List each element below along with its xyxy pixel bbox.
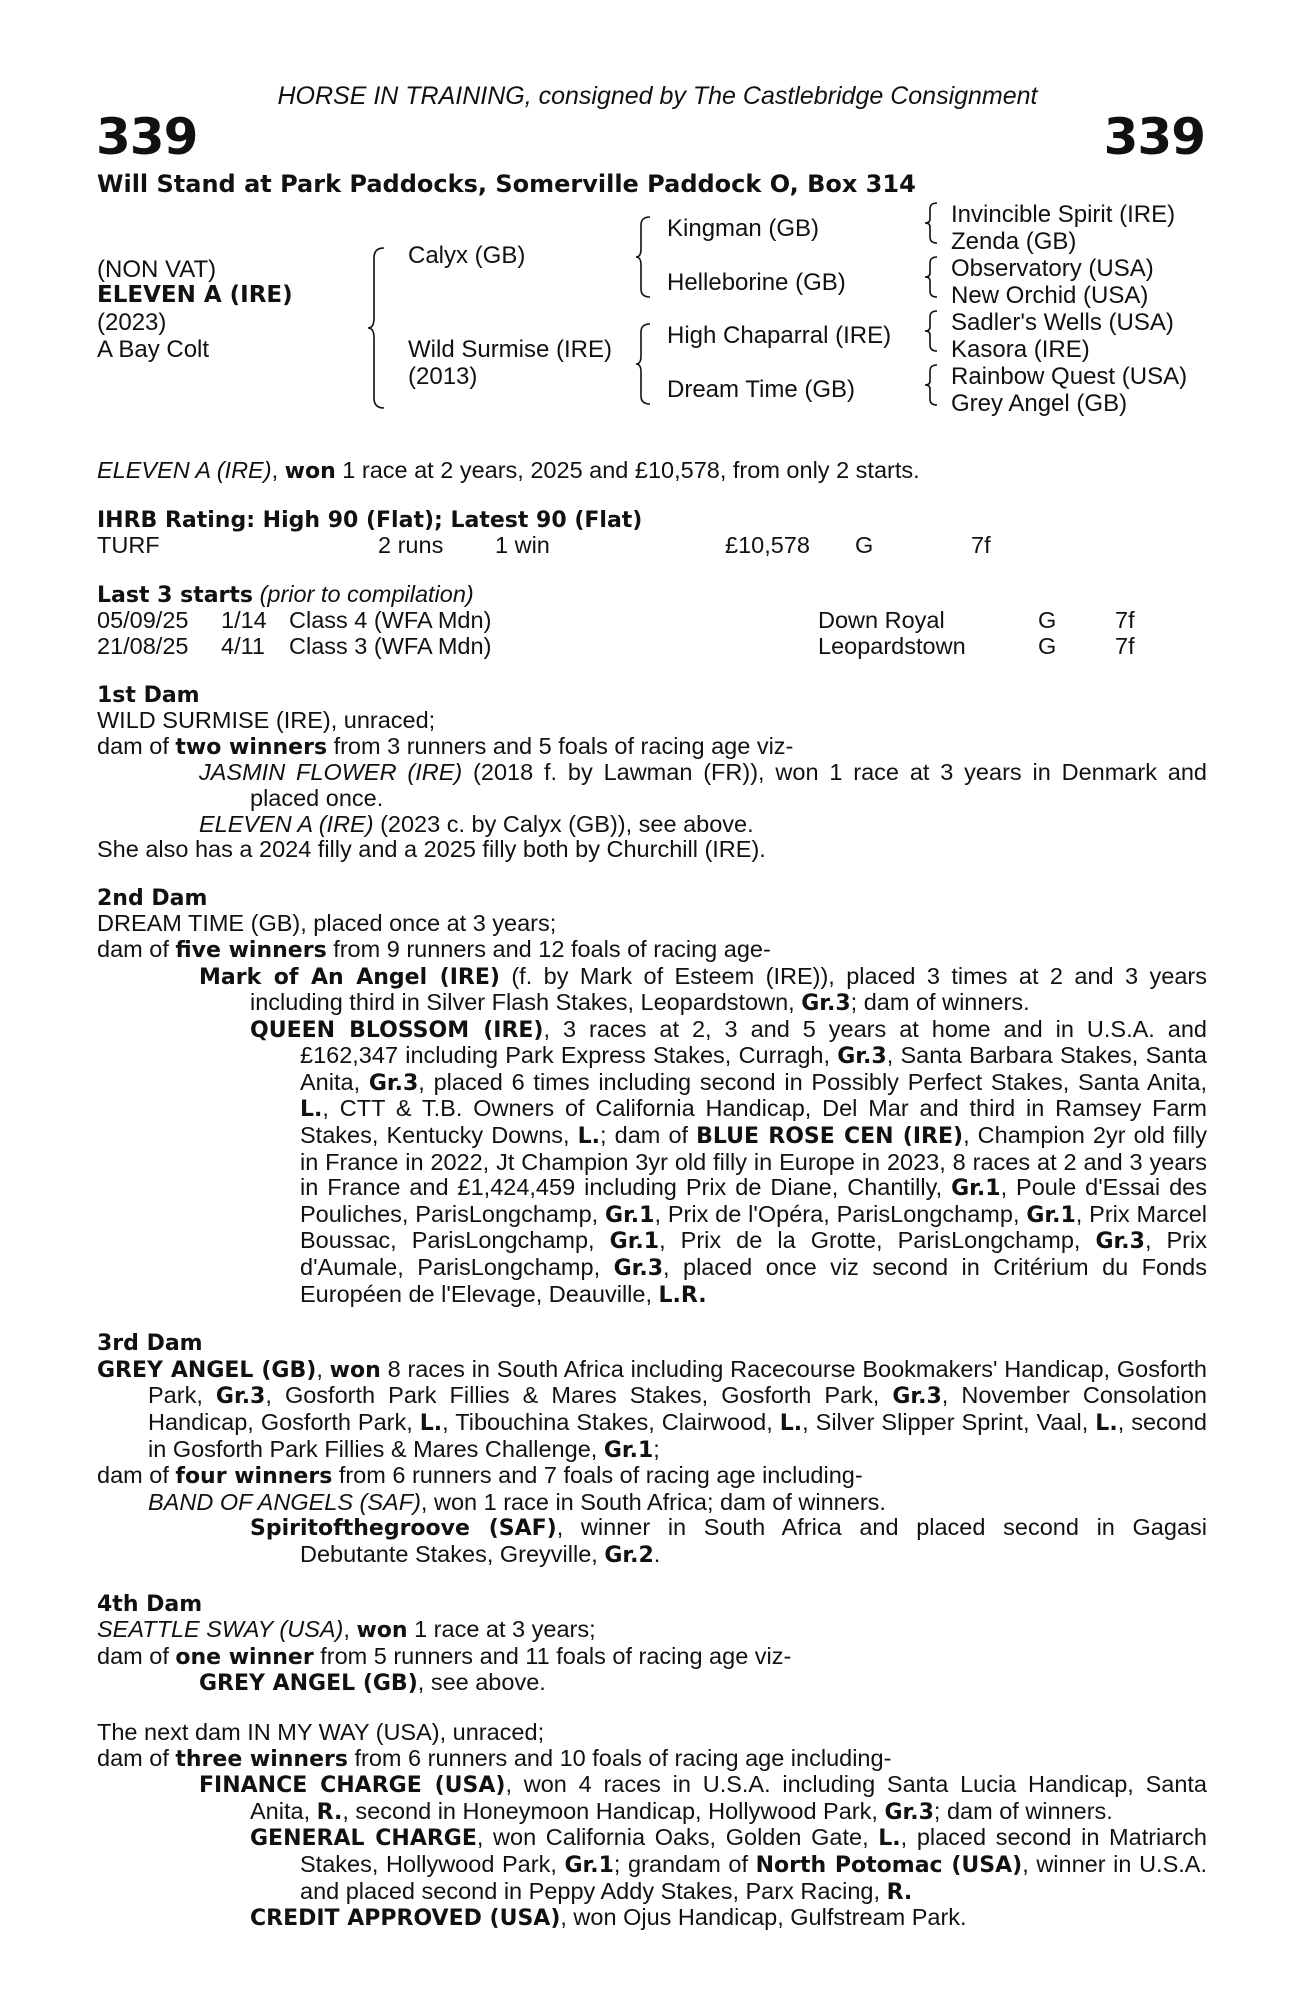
grade: Gr.3 [892,1384,942,1410]
second-dam-produce-line [97,937,1207,964]
grade: Gr.3 [801,991,851,1017]
first-dam-produce-line [97,734,1207,761]
rating-surface: TURF [97,532,160,559]
grade: L. [300,1097,323,1123]
summary-won: won [284,459,336,484]
produce-entry [97,1772,1207,1825]
rating-going: G [855,532,874,559]
start-row [97,634,1207,660]
produce-name: GREY ANGEL (GB) [199,1671,418,1697]
bracket-ggp-4 [925,365,939,405]
grade: Gr.3 [1095,1229,1145,1255]
t: 8 races in South Africa including Racecourse Bookmakers' Handicap, Gosforth Park, [148,1355,1207,1409]
start-position: 4/11 [221,632,265,659]
t: , November Consolation Handicap, Gosforth Park, [148,1382,1207,1435]
produce-entry [97,1490,1207,1516]
start-course: Leopardstown [818,632,966,659]
produce-entry [97,1670,1207,1697]
produce-text: , see above. [417,1669,546,1696]
start-going: G [1038,607,1057,634]
third-dam-heading: 3rd Dam [97,1331,203,1357]
sire: Calyx (GB) [408,242,526,269]
t: dam of [97,1642,176,1669]
won-label: won [356,1618,408,1644]
produce-text: (2018 f. by Lawman (FR)), won 1 race at 3 years in Denmark and placed once. [250,759,1207,811]
t: , Santa Barbara Stakes, Santa Anita, [300,1042,1207,1095]
sire-sire: Kingman (GB) [667,215,820,242]
ggp-6: Kasora (IRE) [951,336,1090,363]
dam-name: GREY ANGEL (GB) [97,1357,317,1383]
grade: Gr.2 [604,1542,654,1568]
ggp-5: Sadler's Wells (USA) [951,309,1174,336]
fourth-dam-section [97,1592,1207,1697]
t: , Tibouchina Stakes, Clairwood, [442,1409,780,1435]
t: , Prix Marcel Boussac, ParisLongchamp, [300,1200,1207,1254]
lot-number-left: 339 [96,108,198,166]
first-dam-section [97,683,1207,863]
t: , second in Gosforth Park Fillies & Mares Challenge, [148,1409,1207,1462]
catalogue-body [97,458,1207,1932]
t: ; dam of [600,1122,697,1149]
rating-wins: 1 win [495,532,550,559]
t: , Prix d'Aumale, ParisLongchamp, [300,1227,1207,1281]
grade: R. [886,1879,913,1905]
summary-name: ELEVEN A (IRE) [97,457,272,483]
grade: L. [779,1411,803,1436]
produce-entry [97,760,1207,811]
ggp-2: Zenda (GB) [951,228,1077,255]
grade: Gr.3 [215,1384,266,1410]
grade: Gr.1 [603,1437,654,1463]
produce-text: , winner in South Africa and placed second in Gagasi Debutante Stakes, Greyville, [300,1514,1207,1567]
grade: Gr.1 [605,1202,655,1228]
produce-name: CREDIT APPROVED (USA) [250,1906,561,1932]
grade: Gr.3 [837,1044,887,1070]
produce-name: QUEEN BLOSSOM (IRE) [250,1017,544,1043]
consignment-line: HORSE IN TRAINING, consigned by The Castlebridge Consignment [277,82,1038,110]
start-course: Down Royal [818,607,945,634]
next-dam-produce-line [97,1746,1207,1773]
last-starts-note: (prior to compilation) [259,580,474,607]
sire-dam: Helleborine (GB) [667,269,846,296]
t: , Prix de la Grotte, ParisLongchamp, [659,1227,1096,1254]
horse-year: (2023) [97,309,167,336]
start-date: 05/09/25 [97,607,189,634]
dam-name: SEATTLE SWAY (USA) [97,1616,344,1643]
produce-entry [97,964,1207,1017]
produce-text: (f. by Mark of Esteem (IRE)), placed 3 times at 2 and 3 years including third in Silver Flash Stakes, Leopardstown, [250,962,1207,1016]
last-starts-section [97,582,1207,660]
text: dam of [97,935,176,962]
second-dam-section [97,886,1207,1309]
produce-name: FINANCE CHARGE (USA) [199,1773,506,1799]
t: , Prix de l'Opéra, ParisLongchamp, [654,1200,1027,1227]
rating-section [97,508,1207,559]
first-dam-note: She also has a 2024 filly and a 2025 filly both by Churchill (IRE). [97,836,766,863]
t: from 5 runners and 11 foals of racing age viz- [313,1642,792,1669]
text: from 9 runners and 12 foals of racing age- [326,935,771,962]
stand-location: Will Stand at Park Paddocks, Somerville Paddock O, Box 314 [97,170,916,198]
start-class: Class 4 (WFA Mdn) [289,607,492,634]
won-label: won [329,1357,381,1383]
t: , won 4 races in U.S.A. including Santa Lucia Handicap, Santa Anita, [250,1771,1207,1824]
first-dam-heading: 1st Dam [97,682,200,708]
produce-text: , won 1 race in South Africa; dam of winners. [420,1488,886,1515]
produce-name: BAND OF ANGELS (SAF) [148,1488,421,1515]
fourth-dam-record: SEATTLE SWAY (USA), won 1 race at 3 years; [97,1616,596,1644]
bracket-parents [368,248,388,408]
grade: Gr.3 [368,1070,419,1096]
produce-text: ; dam of winners. [850,989,1030,1016]
grade: L. [577,1124,601,1150]
produce-name: Mark of An Angel (IRE) [199,964,500,990]
t: , Poule d'Essai des Pouliches, ParisLongchamp, [300,1174,1207,1227]
produce-name: BLUE ROSE CEN (IRE) [696,1124,964,1150]
start-row [97,608,1207,634]
ggp-7: Rainbow Quest (USA) [951,363,1188,390]
ggp-1: Invincible Spirit (IRE) [951,201,1176,228]
t: dam of [97,1462,176,1489]
produce-name: North Potomac (USA) [755,1852,1023,1878]
t: dam of [97,1744,176,1771]
produce-name: Spiritofthegroove (SAF) [250,1516,557,1542]
t: ; [653,1435,660,1462]
fourth-dam-produce-line [97,1644,1207,1671]
winners-count: one winner [175,1644,314,1670]
next-dam-section [97,1720,1207,1932]
bracket-ggp-2 [925,257,939,297]
dam-dam: Dream Time (GB) [667,376,856,403]
rating-earnings: £10,578 [725,532,810,559]
third-dam-record: GREY ANGEL (GB), won 8 races in South Africa including Racecourse Bookmakers' Handicap, Gosforth Park, Gr.3, Gosforth Park Fillies & Mares Stakes, Gosforth Park, Gr.3, November Consolation Handicap, Gosforth Park, L., Tibouchina Stakes, Clairwood, L., Silver Slipper Sprint, Vaal, L., second in Gosforth Park Fillies & Mares Challenge, Gr.1; [97,1355,1207,1463]
rating-title: IHRB Rating: High 90 (Flat); Latest 90 (Flat) [97,507,643,533]
produce-text: . [653,1540,661,1567]
grade: L. [1095,1411,1118,1436]
third-dam-produce-line [97,1463,1207,1490]
t: , placed 6 times including second in Possibly Perfect Stakes, Santa Anita, [418,1068,1207,1095]
ggp-3: Observatory (USA) [951,255,1154,282]
start-going: G [1038,632,1057,659]
grade: Gr.1 [609,1229,660,1255]
t: , won Ojus Handicap, Gulfstream Park. [560,1904,967,1931]
summary-text: 1 race at 2 years, 2025 and £10,578, from only 2 starts. [335,457,920,483]
t: , won California Oaks, Golden Gate, [476,1824,879,1851]
t: , Champion 2yr old filly in France in 2022, Jt Champion 3yr old filly in Europe in 2023, 8 races at 2 and 3 years in France and £1,424,459 including Prix de Diane, Chantilly, [300,1122,1207,1201]
rating-distance: 7f [971,532,991,559]
start-date: 21/08/25 [97,632,189,659]
t: ; dam of winners. [933,1797,1113,1824]
t: , Gosforth Park Fillies & Mares Stakes, Gosforth Park, [265,1382,893,1409]
dam-year: (2013) [408,363,478,390]
bracket-ggp-3 [925,311,939,351]
start-distance: 7f [1115,607,1135,634]
text: dam of [97,732,176,759]
grade: Gr.1 [951,1176,1001,1202]
t: from 6 runners and 10 foals of racing age including- [347,1744,892,1771]
ggp-8: Grey Angel (GB) [951,390,1128,417]
t: 1 race at 3 years; [407,1616,596,1643]
horse-name: ELEVEN A (IRE) [97,282,293,308]
produce-name: JASMIN FLOWER (IRE) [199,759,463,786]
last-starts-title: Last 3 starts [97,582,254,608]
winners-count: four winners [175,1464,333,1490]
rating-row [97,533,1207,559]
t: , Silver Slipper Sprint, Vaal, [802,1409,1096,1435]
t: , placed once viz second in Critérium du Fonds Européen de l'Elevage, Deauville, [300,1254,1207,1307]
ggp-4: New Orchid (USA) [951,282,1149,309]
produce-entry [97,1017,1207,1309]
t: ; grandam of [613,1850,756,1877]
produce-entry [97,812,1207,838]
winners-count: three winners [175,1746,348,1772]
bracket-sire [636,217,654,297]
second-dam-heading: 2nd Dam [97,885,208,911]
grade: Gr.1 [564,1852,614,1878]
t: from 6 runners and 7 foals of racing age including- [332,1462,863,1489]
start-distance: 7f [1115,632,1135,659]
produce-name: ELEVEN A (IRE) [199,810,374,837]
produce-entry [97,1905,1207,1932]
next-dam-line: The next dam IN MY WAY (USA), unraced; [97,1718,545,1745]
bracket-ggp-1 [925,203,939,243]
grade: L.R. [658,1282,707,1308]
produce-entry [97,1515,1207,1568]
t: , CTT & T.B. Owners of California Handicap, Del Mar and third in Ramsey Farm Stakes, Kentucky Downs, [300,1095,1207,1149]
produce-entry [97,1825,1207,1905]
dam: Wild Surmise (IRE) [408,336,613,363]
third-dam-section [97,1331,1207,1568]
t: , winner in U.S.A. and placed second in Peppy Addy Stakes, Parx Racing, [300,1850,1207,1904]
start-class: Class 3 (WFA Mdn) [289,632,492,659]
t: , placed second in Matriarch Stakes, Hollywood Park, [300,1824,1207,1877]
winners-count: five winners [175,937,327,963]
second-dam-line: DREAM TIME (GB), placed once at 3 years; [97,910,557,937]
grade: L. [878,1826,901,1852]
grade: Gr.3 [884,1799,934,1825]
rating-runs: 2 runs [378,532,444,559]
produce-name: GENERAL CHARGE [250,1826,477,1852]
fourth-dam-heading: 4th Dam [97,1591,203,1617]
summary: ELEVEN A (IRE), won 1 race at 2 years, 2025 and £10,578, from only 2 starts. [97,457,920,484]
grade: Gr.1 [1026,1202,1076,1228]
t: , second in Honeymoon Handicap, Hollywood Park, [342,1797,885,1824]
t: , 3 races at 2, 3 and 5 years at home and in U.S.A. and £162,347 including Park Express Stakes, Curragh, [300,1015,1207,1069]
bracket-dam [636,324,654,404]
first-dam-line: WILD SURMISE (IRE), unraced; [97,707,436,734]
dam-sire: High Chaparral (IRE) [667,322,892,349]
grade: L. [419,1411,443,1436]
text: from 3 runners and 5 foals of racing age viz- [327,732,794,759]
produce-text: (2023 c. by Calyx (GB)), see above. [373,810,754,837]
vat-status: (NON VAT) [97,256,217,283]
grade: R. [316,1799,343,1825]
winners-count: two winners [175,734,328,760]
lot-number-right: 339 [1103,108,1205,166]
grade: Gr.3 [613,1256,664,1282]
horse-description: A Bay Colt [97,336,210,363]
start-position: 1/14 [221,607,267,634]
